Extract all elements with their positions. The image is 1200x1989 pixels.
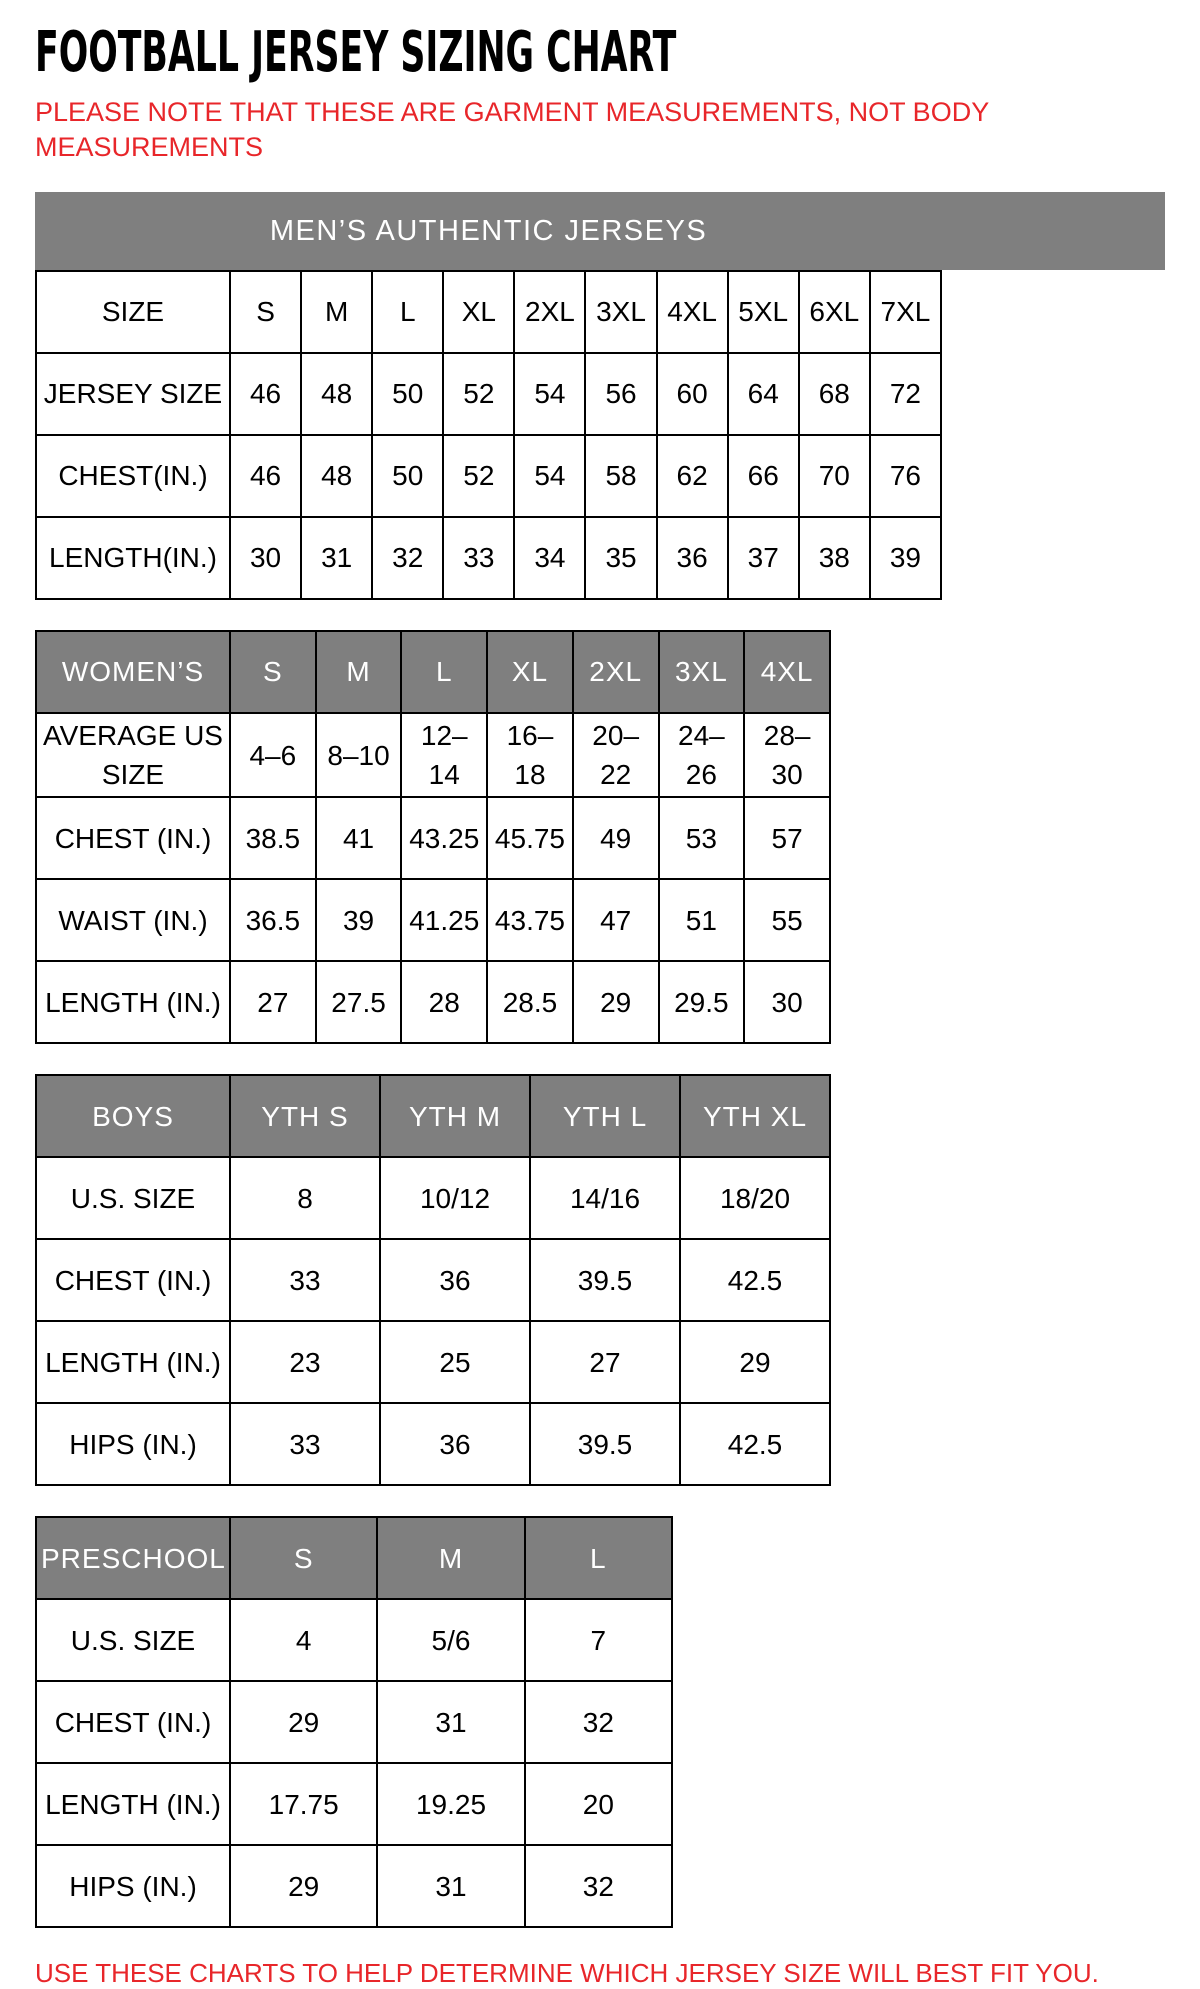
mens-row-label: JERSEY SIZE <box>36 353 230 435</box>
preschool-table <box>35 1516 673 1928</box>
boys-row-label: BOYS <box>36 1075 230 1157</box>
preschool-row-label: U.S. SIZE <box>36 1599 230 1681</box>
mens-value-cell: 60 <box>657 353 728 435</box>
boys-row-label: HIPS (IN.) <box>36 1403 230 1485</box>
preschool-row-label: PRESCHOOL <box>36 1517 230 1599</box>
womens-table-row <box>36 631 830 713</box>
womens-row-label: CHEST (IN.) <box>36 797 230 879</box>
womens-value-cell: 28.5 <box>487 961 573 1043</box>
page-title: FOOTBALL JERSEY SIZING CHART <box>35 20 677 85</box>
boys-table-row <box>36 1157 830 1239</box>
womens-value-cell: 55 <box>744 879 830 961</box>
preschool-table-section <box>35 1516 1165 1928</box>
preschool-value-cell: 29 <box>230 1845 377 1927</box>
mens-table-section <box>35 192 1165 600</box>
boys-row-label: LENGTH (IN.) <box>36 1321 230 1403</box>
preschool-table-row <box>36 1845 672 1927</box>
boys-column-header: YTH L <box>530 1075 680 1157</box>
boys-value-cell: 23 <box>230 1321 380 1403</box>
preschool-row-label: LENGTH (IN.) <box>36 1763 230 1845</box>
womens-value-cell: 38.5 <box>230 797 316 879</box>
womens-table-section <box>35 630 1165 1044</box>
mens-value-cell: 2XL <box>514 271 585 353</box>
boys-value-cell: 8 <box>230 1157 380 1239</box>
mens-value-cell: 4XL <box>657 271 728 353</box>
mens-value-cell: 35 <box>585 517 656 599</box>
boys-row-label: U.S. SIZE <box>36 1157 230 1239</box>
womens-value-cell: 47 <box>573 879 659 961</box>
preschool-value-cell: 5/6 <box>377 1599 524 1681</box>
preschool-value-cell: 17.75 <box>230 1763 377 1845</box>
mens-value-cell: 52 <box>443 353 514 435</box>
mens-value-cell: 50 <box>372 353 443 435</box>
boys-table-row <box>36 1239 830 1321</box>
womens-value-cell: 41.25 <box>401 879 487 961</box>
womens-value-cell: 24–26 <box>659 713 745 797</box>
mens-value-cell: 37 <box>728 517 799 599</box>
mens-value-cell: XL <box>443 271 514 353</box>
boys-value-cell: 29 <box>680 1321 830 1403</box>
mens-value-cell: 48 <box>301 435 372 517</box>
boys-value-cell: 39.5 <box>530 1239 680 1321</box>
womens-value-cell: 28 <box>401 961 487 1043</box>
mens-row-label: LENGTH(IN.) <box>36 517 230 599</box>
boys-value-cell: 33 <box>230 1239 380 1321</box>
womens-column-header: L <box>401 631 487 713</box>
boys-value-cell: 36 <box>380 1239 530 1321</box>
womens-row-label: LENGTH (IN.) <box>36 961 230 1043</box>
mens-value-cell: 54 <box>514 353 585 435</box>
mens-value-cell: S <box>230 271 301 353</box>
mens-value-cell: 38 <box>799 517 870 599</box>
mens-value-cell: 33 <box>443 517 514 599</box>
boys-column-header: YTH XL <box>680 1075 830 1157</box>
mens-value-cell: 64 <box>728 353 799 435</box>
mens-table-row <box>36 435 941 517</box>
womens-table-row <box>36 713 830 797</box>
preschool-column-header: S <box>230 1517 377 1599</box>
preschool-value-cell: 4 <box>230 1599 377 1681</box>
womens-value-cell: 45.75 <box>487 797 573 879</box>
mens-value-cell: 62 <box>657 435 728 517</box>
mens-value-cell: 34 <box>514 517 585 599</box>
womens-value-cell: 30 <box>744 961 830 1043</box>
womens-row-label: WOMEN’S <box>36 631 230 713</box>
womens-value-cell: 8–10 <box>316 713 402 797</box>
mens-value-cell: 39 <box>870 517 941 599</box>
womens-value-cell: 57 <box>744 797 830 879</box>
womens-column-header: 4XL <box>744 631 830 713</box>
mens-table-row <box>36 271 941 353</box>
womens-value-cell: 51 <box>659 879 745 961</box>
mens-value-cell: 3XL <box>585 271 656 353</box>
boys-row-label: CHEST (IN.) <box>36 1239 230 1321</box>
boys-value-cell: 33 <box>230 1403 380 1485</box>
preschool-row-label: HIPS (IN.) <box>36 1845 230 1927</box>
preschool-row-label: CHEST (IN.) <box>36 1681 230 1763</box>
preschool-column-header: L <box>525 1517 672 1599</box>
preschool-value-cell: 19.25 <box>377 1763 524 1845</box>
fit-advice-note: USE THESE CHARTS TO HELP DETERMINE WHICH JERSEY SIZE WILL BEST FIT YOU. <box>35 1958 1099 1989</box>
womens-value-cell: 43.75 <box>487 879 573 961</box>
mens-value-cell: 30 <box>230 517 301 599</box>
womens-table-row <box>36 879 830 961</box>
preschool-table-row <box>36 1517 672 1599</box>
mens-table-row <box>36 517 941 599</box>
preschool-value-cell: 20 <box>525 1763 672 1845</box>
boys-table <box>35 1074 831 1486</box>
womens-value-cell: 20–22 <box>573 713 659 797</box>
mens-value-cell: 32 <box>372 517 443 599</box>
mens-value-cell: 46 <box>230 435 301 517</box>
mens-table-banner <box>35 192 1165 270</box>
boys-value-cell: 42.5 <box>680 1239 830 1321</box>
preschool-value-cell: 31 <box>377 1681 524 1763</box>
garment-measurement-note: PLEASE NOTE THAT THESE ARE GARMENT MEASUREMENTS, NOT BODY MEASUREMENTS <box>35 96 989 163</box>
womens-value-cell: 12–14 <box>401 713 487 797</box>
womens-row-label: AVERAGE US SIZE <box>36 713 230 797</box>
womens-value-cell: 27 <box>230 961 316 1043</box>
mens-value-cell: 68 <box>799 353 870 435</box>
boys-value-cell: 25 <box>380 1321 530 1403</box>
mens-value-cell: 50 <box>372 435 443 517</box>
preschool-value-cell: 7 <box>525 1599 672 1681</box>
boys-value-cell: 18/20 <box>680 1157 830 1239</box>
womens-value-cell: 36.5 <box>230 879 316 961</box>
mens-table-row <box>36 353 941 435</box>
boys-value-cell: 27 <box>530 1321 680 1403</box>
preschool-value-cell: 32 <box>525 1681 672 1763</box>
mens-value-cell: 72 <box>870 353 941 435</box>
womens-table-row <box>36 961 830 1043</box>
mens-value-cell: 31 <box>301 517 372 599</box>
mens-value-cell: 56 <box>585 353 656 435</box>
boys-value-cell: 39.5 <box>530 1403 680 1485</box>
womens-column-header: 3XL <box>659 631 745 713</box>
mens-table-title: MEN’S AUTHENTIC JERSEYS <box>269 214 708 247</box>
womens-value-cell: 41 <box>316 797 402 879</box>
womens-value-cell: 39 <box>316 879 402 961</box>
boys-table-row <box>36 1075 830 1157</box>
womens-value-cell: 4–6 <box>230 713 316 797</box>
mens-value-cell: 7XL <box>870 271 941 353</box>
boys-table-row <box>36 1321 830 1403</box>
mens-value-cell: M <box>301 271 372 353</box>
womens-table-row <box>36 797 830 879</box>
preschool-table-row <box>36 1763 672 1845</box>
mens-value-cell: 5XL <box>728 271 799 353</box>
womens-value-cell: 49 <box>573 797 659 879</box>
boys-value-cell: 14/16 <box>530 1157 680 1239</box>
mens-value-cell: 70 <box>799 435 870 517</box>
preschool-table-row <box>36 1681 672 1763</box>
mens-value-cell: 6XL <box>799 271 870 353</box>
womens-value-cell: 28–30 <box>744 713 830 797</box>
preschool-value-cell: 29 <box>230 1681 377 1763</box>
mens-value-cell: 52 <box>443 435 514 517</box>
preschool-value-cell: 31 <box>377 1845 524 1927</box>
preschool-column-header: M <box>377 1517 524 1599</box>
preschool-value-cell: 32 <box>525 1845 672 1927</box>
womens-column-header: M <box>316 631 402 713</box>
mens-table <box>35 270 942 600</box>
mens-value-cell: 54 <box>514 435 585 517</box>
mens-value-cell: 36 <box>657 517 728 599</box>
mens-value-cell: 76 <box>870 435 941 517</box>
womens-value-cell: 27.5 <box>316 961 402 1043</box>
womens-value-cell: 29.5 <box>659 961 745 1043</box>
womens-column-header: XL <box>487 631 573 713</box>
mens-value-cell: 48 <box>301 353 372 435</box>
boys-value-cell: 36 <box>380 1403 530 1485</box>
mens-row-label: CHEST(IN.) <box>36 435 230 517</box>
womens-value-cell: 16–18 <box>487 713 573 797</box>
boys-value-cell: 10/12 <box>380 1157 530 1239</box>
mens-row-label: SIZE <box>36 271 230 353</box>
mens-value-cell: 46 <box>230 353 301 435</box>
womens-column-header: 2XL <box>573 631 659 713</box>
size-tables-container <box>35 192 1165 1928</box>
boys-value-cell: 42.5 <box>680 1403 830 1485</box>
mens-value-cell: 58 <box>585 435 656 517</box>
womens-table <box>35 630 831 1044</box>
womens-row-label: WAIST (IN.) <box>36 879 230 961</box>
womens-value-cell: 43.25 <box>401 797 487 879</box>
boys-table-section <box>35 1074 1165 1486</box>
boys-column-header: YTH M <box>380 1075 530 1157</box>
boys-table-row <box>36 1403 830 1485</box>
mens-value-cell: L <box>372 271 443 353</box>
womens-value-cell: 53 <box>659 797 745 879</box>
boys-column-header: YTH S <box>230 1075 380 1157</box>
womens-value-cell: 29 <box>573 961 659 1043</box>
womens-column-header: S <box>230 631 316 713</box>
preschool-table-row <box>36 1599 672 1681</box>
mens-value-cell: 66 <box>728 435 799 517</box>
